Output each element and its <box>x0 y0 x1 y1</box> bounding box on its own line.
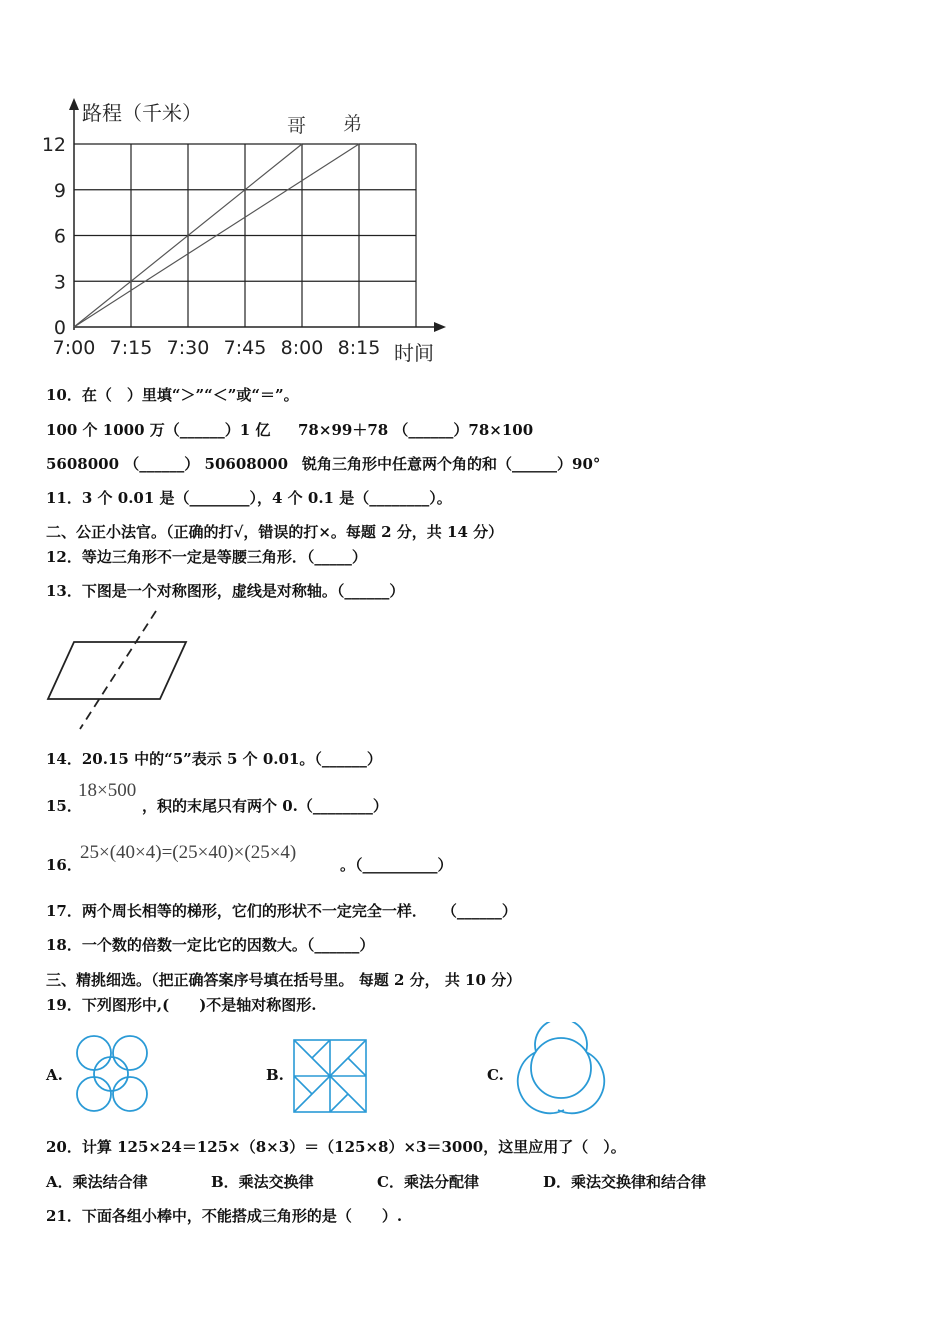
x-tick-label: 8:00 <box>280 337 324 359</box>
q10-row1b: 78×99＋78 （______）78×100 <box>298 421 534 439</box>
q18: 18．一个数的倍数一定比它的因数大。（______） <box>46 936 375 954</box>
y-tick-label: 6 <box>53 225 66 248</box>
q12: 12．等边三角形不一定是等腰三角形．（_____） <box>46 548 367 566</box>
y-tick-label: 3 <box>53 271 66 294</box>
q15-expression: 18×500 <box>78 780 137 801</box>
legend-younger-brother: 弟 <box>343 113 363 135</box>
q15-text: ，积的末尾只有两个 0.（________） <box>142 797 388 815</box>
q11: 11．3 个 0.01 是（________），4 个 0.1 是（________）。 <box>46 489 452 507</box>
q10-row2b: 锐角三角形中任意两个角的和（______）90° <box>302 455 601 473</box>
chart-grid <box>74 144 416 327</box>
q19-option-a-label: A. <box>46 1066 63 1084</box>
q19-option-c-trefoil-shape[interactable] <box>512 1022 610 1116</box>
q20-option-d[interactable]: D．乘法交换律和结合律 <box>543 1173 707 1191</box>
q19-option-a-flower-shape[interactable] <box>68 1034 158 1116</box>
q17: 17．两个周长相等的梯形，它们的形状不一定完全一样． （______） <box>46 902 517 920</box>
q14: 14．20.15 中的“5”表示 5 个 0.01。（______） <box>46 750 382 768</box>
y-tick-label: 9 <box>53 179 66 202</box>
y-axis-arrow <box>69 98 79 110</box>
q16-text: 。（__________） <box>340 856 453 874</box>
q16-expression: 25×(40×4)=(25×40)×(25×4) <box>80 842 297 863</box>
y-tick-label: 12 <box>41 134 66 156</box>
y-axis-label: 路程（千米） <box>82 101 202 125</box>
parallelogram <box>48 642 186 699</box>
x-tick-label: 7:15 <box>109 337 153 359</box>
dashed-symmetry-axis <box>80 611 156 729</box>
x-tick-label: 7:30 <box>166 337 210 359</box>
q19-option-c-label: C. <box>487 1066 504 1084</box>
x-tick-label: 7:45 <box>223 337 267 359</box>
q19-title: 19．下列图形中,( )不是轴对称图形. <box>46 996 317 1014</box>
q10-title: 10．在（ ）里填“＞”“＜”或“＝”。 <box>46 386 299 404</box>
q15-number: 15． <box>46 797 82 815</box>
q21: 21．下面各组小棒中，不能搭成三角形的是（ ）. <box>46 1207 403 1225</box>
section2-heading: 二、公正小法官。（正确的打√，错误的打×。每题 2 分，共 14 分） <box>46 523 504 541</box>
y-tick-label: 0 <box>53 317 66 339</box>
q13: 13．下图是一个对称图形，虚线是对称轴。（______） <box>46 582 405 600</box>
q10-row1a: 100 个 1000 万（______）1 亿 <box>46 421 271 439</box>
x-tick-label: 7:00 <box>52 337 96 359</box>
q19-option-b-label: B. <box>266 1066 284 1084</box>
legend-brother: 哥 <box>287 115 307 137</box>
q13-parallelogram-figure <box>44 608 194 733</box>
section3-heading: 三、精挑细选。（把正确答案序号填在括号里。 每题 2 分， 共 10 分） <box>46 971 522 989</box>
q20-option-a[interactable]: A．乘法结合律 <box>46 1173 148 1191</box>
q16-number: 16． <box>46 856 82 874</box>
q20-title: 20．计算 125×24＝125×（8×3）＝（125×8）×3＝3000，这里应用了（ ）。 <box>46 1138 626 1156</box>
x-tick-label: 8:15 <box>337 337 381 359</box>
q19-option-b-pinwheel-shape[interactable] <box>290 1036 370 1116</box>
x-axis-label: 时间 <box>394 341 434 365</box>
x-axis-arrow <box>434 322 446 332</box>
q20-option-b[interactable]: B．乘法交换律 <box>211 1173 314 1191</box>
distance-time-chart <box>40 96 460 368</box>
q20-option-c[interactable]: C．乘法分配律 <box>377 1173 479 1191</box>
q10-row2a: 5608000 （______） 50608000 <box>46 455 288 473</box>
